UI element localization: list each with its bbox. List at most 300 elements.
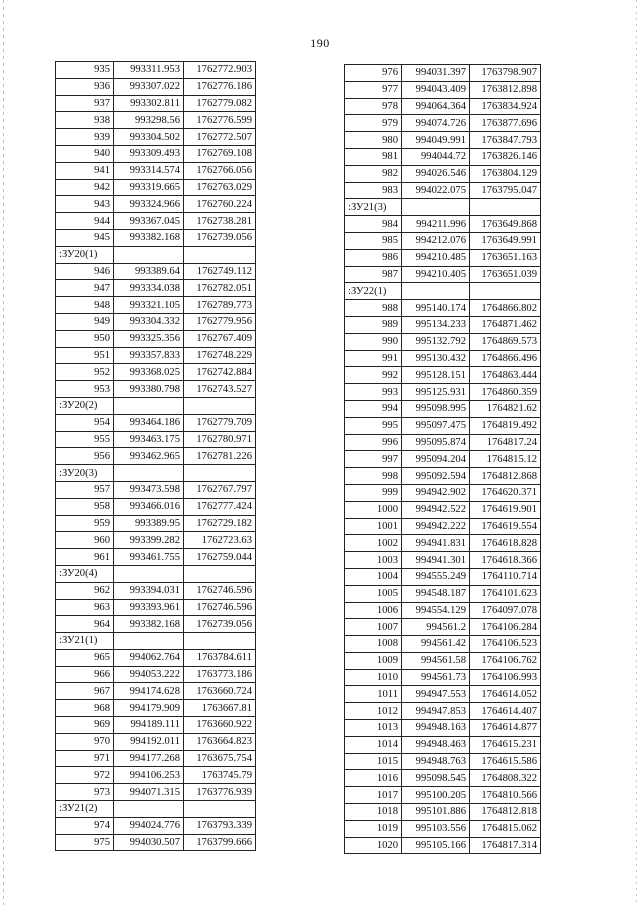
point-number-cell: 1016: [345, 770, 402, 787]
point-number-cell: 935: [56, 62, 114, 79]
x-coordinate-cell: 994210.485: [402, 249, 470, 266]
y-coordinate-cell: 1764614.407: [470, 703, 541, 720]
coordinate-table-left: [55, 61, 256, 851]
point-number-cell: 1004: [345, 568, 402, 585]
x-coordinate-cell: 994026.546: [402, 165, 470, 182]
table-row: [345, 619, 541, 636]
table-row: [56, 683, 256, 700]
y-coordinate-cell: 1764815.062: [470, 820, 541, 837]
point-number-cell: 940: [56, 145, 114, 162]
table-row: [56, 179, 256, 196]
table-row: [56, 129, 256, 146]
point-number-cell: 987: [345, 266, 402, 283]
y-coordinate-cell: 1762763.029: [184, 179, 256, 196]
y-coordinate-cell: 1762779.082: [184, 95, 256, 112]
x-coordinate-cell: 993307.022: [114, 78, 184, 95]
y-coordinate-cell: 1762769.108: [184, 145, 256, 162]
y-coordinate-cell: 1762772.507: [184, 129, 256, 146]
x-coordinate-cell: 995103.556: [402, 820, 470, 837]
x-coordinate-cell: 995098.545: [402, 770, 470, 787]
table-row: [56, 364, 256, 381]
point-number-cell: 950: [56, 330, 114, 347]
point-number-cell: 988: [345, 300, 402, 317]
x-coordinate-cell: 995097.475: [402, 417, 470, 434]
y-coordinate-cell: 1764106.284: [470, 619, 541, 636]
table-row: [56, 95, 256, 112]
point-number-cell: 968: [56, 700, 114, 717]
point-number-cell: 991: [345, 350, 402, 367]
empty-cell: [470, 283, 541, 300]
y-coordinate-cell: 1764110.714: [470, 568, 541, 585]
y-coordinate-cell: 1763812.898: [470, 81, 541, 98]
table-row: [345, 820, 541, 837]
point-number-cell: 969: [56, 717, 114, 734]
table-row: [56, 700, 256, 717]
y-coordinate-cell: 1762781.226: [184, 448, 256, 465]
y-coordinate-cell: 1764618.366: [470, 552, 541, 569]
table-row: [345, 98, 541, 115]
table-row: [345, 132, 541, 149]
y-coordinate-cell: 1764808.322: [470, 770, 541, 787]
table-row: [345, 720, 541, 737]
table-row: [345, 770, 541, 787]
y-coordinate-cell: 1763651.163: [470, 249, 541, 266]
point-number-cell: 961: [56, 549, 114, 566]
y-coordinate-cell: 1764815.12: [470, 451, 541, 468]
table-row: [56, 532, 256, 549]
point-number-cell: 981: [345, 148, 402, 165]
point-number-cell: 941: [56, 162, 114, 179]
table-row: [345, 81, 541, 98]
point-number-cell: 997: [345, 451, 402, 468]
x-coordinate-cell: 994941.831: [402, 535, 470, 552]
x-coordinate-cell: 993311.953: [114, 62, 184, 79]
table-row: [345, 451, 541, 468]
scan-edge-right: [636, 0, 637, 905]
point-number-cell: 952: [56, 364, 114, 381]
table-row: [345, 703, 541, 720]
table-row: [345, 182, 541, 199]
y-coordinate-cell: 1764863.444: [470, 367, 541, 384]
empty-cell: [184, 633, 256, 650]
y-coordinate-cell: 1763664.823: [184, 733, 256, 750]
section-label: :ЗУ20(3): [56, 465, 114, 482]
table-row: [56, 649, 256, 666]
empty-cell: [470, 199, 541, 216]
y-coordinate-cell: 1764106.523: [470, 636, 541, 653]
x-coordinate-cell: 993380.798: [114, 381, 184, 398]
section-label: :ЗУ20(1): [56, 246, 114, 263]
y-coordinate-cell: 1763776.939: [184, 784, 256, 801]
y-coordinate-cell: 1763877.696: [470, 115, 541, 132]
x-coordinate-cell: 994942.902: [402, 484, 470, 501]
point-number-cell: 980: [345, 132, 402, 149]
point-number-cell: 1006: [345, 602, 402, 619]
x-coordinate-cell: 993304.332: [114, 313, 184, 330]
x-coordinate-cell: 994071.315: [114, 784, 184, 801]
x-coordinate-cell: 993302.811: [114, 95, 184, 112]
x-coordinate-cell: 994177.268: [114, 750, 184, 767]
x-coordinate-cell: 994948.163: [402, 720, 470, 737]
table-row: [56, 733, 256, 750]
y-coordinate-cell: 1764615.231: [470, 736, 541, 753]
table-row: [56, 196, 256, 213]
table-row: [345, 468, 541, 485]
x-coordinate-cell: 995140.174: [402, 300, 470, 317]
x-coordinate-cell: 994947.853: [402, 703, 470, 720]
y-coordinate-cell: 1764620.371: [470, 484, 541, 501]
y-coordinate-cell: 1764106.993: [470, 669, 541, 686]
section-header-row: [56, 397, 256, 414]
table-row: [56, 784, 256, 801]
table-row: [345, 115, 541, 132]
page-number: 190: [310, 36, 330, 50]
point-number-cell: 943: [56, 196, 114, 213]
x-coordinate-cell: 993461.755: [114, 549, 184, 566]
x-coordinate-cell: 994053.222: [114, 666, 184, 683]
y-coordinate-cell: 1762743.527: [184, 381, 256, 398]
point-number-cell: 965: [56, 649, 114, 666]
y-coordinate-cell: 1762776.599: [184, 112, 256, 129]
y-coordinate-cell: 1762779.709: [184, 414, 256, 431]
table-row: [345, 148, 541, 165]
scan-edge-left: [3, 0, 4, 905]
section-label: :ЗУ21(3): [345, 199, 402, 216]
y-coordinate-cell: 1763649.868: [470, 216, 541, 233]
point-number-cell: 963: [56, 599, 114, 616]
x-coordinate-cell: 995132.792: [402, 333, 470, 350]
x-coordinate-cell: 994948.463: [402, 736, 470, 753]
x-coordinate-cell: 994941.301: [402, 552, 470, 569]
x-coordinate-cell: 994174.628: [114, 683, 184, 700]
y-coordinate-cell: 1764106.762: [470, 652, 541, 669]
y-coordinate-cell: 1762780.971: [184, 431, 256, 448]
y-coordinate-cell: 1762742.884: [184, 364, 256, 381]
empty-cell: [114, 633, 184, 650]
point-number-cell: 955: [56, 431, 114, 448]
point-number-cell: 1011: [345, 686, 402, 703]
point-number-cell: 973: [56, 784, 114, 801]
table-row: [56, 330, 256, 347]
point-number-cell: 942: [56, 179, 114, 196]
y-coordinate-cell: 1763847.793: [470, 132, 541, 149]
y-coordinate-cell: 1762739.056: [184, 229, 256, 246]
x-coordinate-cell: 993314.574: [114, 162, 184, 179]
point-number-cell: 1020: [345, 837, 402, 854]
x-coordinate-cell: 993357.833: [114, 347, 184, 364]
table-row: [345, 350, 541, 367]
empty-cell: [114, 801, 184, 818]
point-number-cell: 970: [56, 733, 114, 750]
point-number-cell: 951: [56, 347, 114, 364]
empty-cell: [114, 246, 184, 263]
point-number-cell: 938: [56, 112, 114, 129]
table-row: [56, 347, 256, 364]
point-number-cell: 993: [345, 384, 402, 401]
x-coordinate-cell: 994948.763: [402, 753, 470, 770]
table-row: [56, 515, 256, 532]
point-number-cell: 999: [345, 484, 402, 501]
point-number-cell: 1017: [345, 787, 402, 804]
point-number-cell: 1012: [345, 703, 402, 720]
section-header-row: [345, 199, 541, 216]
x-coordinate-cell: 993463.175: [114, 431, 184, 448]
table-row: [345, 686, 541, 703]
y-coordinate-cell: 1764821.62: [470, 400, 541, 417]
table-row: [345, 367, 541, 384]
y-coordinate-cell: 1762749.112: [184, 263, 256, 280]
x-coordinate-cell: 993473.598: [114, 481, 184, 498]
x-coordinate-cell: 993462.965: [114, 448, 184, 465]
table-row: [345, 602, 541, 619]
point-number-cell: 1008: [345, 636, 402, 653]
table-row: [345, 636, 541, 653]
empty-cell: [402, 199, 470, 216]
y-coordinate-cell: 1762777.424: [184, 498, 256, 515]
table-row: [56, 582, 256, 599]
x-coordinate-cell: 994548.187: [402, 585, 470, 602]
table-row: [56, 263, 256, 280]
table-row: [56, 834, 256, 851]
y-coordinate-cell: 1764614.877: [470, 720, 541, 737]
y-coordinate-cell: 1764618.828: [470, 535, 541, 552]
y-coordinate-cell: 1763826.146: [470, 148, 541, 165]
table-row: [345, 216, 541, 233]
x-coordinate-cell: 994062.764: [114, 649, 184, 666]
coordinate-table-right: [344, 64, 541, 854]
table-row: [345, 316, 541, 333]
x-coordinate-cell: 995100.205: [402, 787, 470, 804]
y-coordinate-cell: 1762723.63: [184, 532, 256, 549]
x-coordinate-cell: 994555.249: [402, 568, 470, 585]
table-row: [345, 736, 541, 753]
empty-cell: [402, 283, 470, 300]
table-row: [345, 384, 541, 401]
x-coordinate-cell: 994030.507: [114, 834, 184, 851]
table-row: [56, 78, 256, 95]
section-header-row: [56, 465, 256, 482]
y-coordinate-cell: 1763651.039: [470, 266, 541, 283]
y-coordinate-cell: 1763784.611: [184, 649, 256, 666]
table-row: [345, 484, 541, 501]
y-coordinate-cell: 1762782.051: [184, 280, 256, 297]
point-number-cell: 966: [56, 666, 114, 683]
point-number-cell: 978: [345, 98, 402, 115]
table-row: [56, 599, 256, 616]
y-coordinate-cell: 1763793.339: [184, 817, 256, 834]
point-number-cell: 1015: [345, 753, 402, 770]
y-coordinate-cell: 1762746.596: [184, 582, 256, 599]
point-number-cell: 939: [56, 129, 114, 146]
x-coordinate-cell: 993309.493: [114, 145, 184, 162]
x-coordinate-cell: 993319.665: [114, 179, 184, 196]
table-row: [345, 434, 541, 451]
section-label: :ЗУ20(4): [56, 565, 114, 582]
table-row: [56, 666, 256, 683]
x-coordinate-cell: 994561.58: [402, 652, 470, 669]
y-coordinate-cell: 1762766.056: [184, 162, 256, 179]
section-label: :ЗУ22(1): [345, 283, 402, 300]
y-coordinate-cell: 1764817.24: [470, 434, 541, 451]
point-number-cell: 1010: [345, 669, 402, 686]
x-coordinate-cell: 993304.502: [114, 129, 184, 146]
y-coordinate-cell: 1762748.229: [184, 347, 256, 364]
point-number-cell: 936: [56, 78, 114, 95]
y-coordinate-cell: 1762776.186: [184, 78, 256, 95]
y-coordinate-cell: 1762760.224: [184, 196, 256, 213]
x-coordinate-cell: 995105.166: [402, 837, 470, 854]
y-coordinate-cell: 1764817.314: [470, 837, 541, 854]
table-row: [345, 165, 541, 182]
point-number-cell: 954: [56, 414, 114, 431]
point-number-cell: 994: [345, 400, 402, 417]
point-number-cell: 964: [56, 616, 114, 633]
x-coordinate-cell: 995092.594: [402, 468, 470, 485]
point-number-cell: 959: [56, 515, 114, 532]
table-row: [345, 501, 541, 518]
section-label: :ЗУ21(1): [56, 633, 114, 650]
point-number-cell: 976: [345, 65, 402, 82]
x-coordinate-cell: 994947.553: [402, 686, 470, 703]
table-row: [345, 400, 541, 417]
x-coordinate-cell: 993382.168: [114, 616, 184, 633]
table-row: [345, 837, 541, 854]
point-number-cell: 949: [56, 313, 114, 330]
y-coordinate-cell: 1764810.566: [470, 787, 541, 804]
x-coordinate-cell: 995098.995: [402, 400, 470, 417]
point-number-cell: 971: [56, 750, 114, 767]
y-coordinate-cell: 1762729.182: [184, 515, 256, 532]
x-coordinate-cell: 993334.038: [114, 280, 184, 297]
table-row: [56, 750, 256, 767]
table-row: [56, 112, 256, 129]
x-coordinate-cell: 994074.726: [402, 115, 470, 132]
y-coordinate-cell: 1763834.924: [470, 98, 541, 115]
table-row: [56, 145, 256, 162]
point-number-cell: 1001: [345, 518, 402, 535]
y-coordinate-cell: 1762772.903: [184, 62, 256, 79]
table-row: [345, 65, 541, 82]
y-coordinate-cell: 1764614.052: [470, 686, 541, 703]
y-coordinate-cell: 1764860.359: [470, 384, 541, 401]
point-number-cell: 1014: [345, 736, 402, 753]
table-row: [56, 414, 256, 431]
section-header-row: [56, 633, 256, 650]
table-row: [56, 62, 256, 79]
table-row: [345, 669, 541, 686]
x-coordinate-cell: 993466.016: [114, 498, 184, 515]
point-number-cell: 985: [345, 232, 402, 249]
point-number-cell: 979: [345, 115, 402, 132]
y-coordinate-cell: 1764871.462: [470, 316, 541, 333]
table-row: [56, 717, 256, 734]
x-coordinate-cell: 995095.874: [402, 434, 470, 451]
point-number-cell: 946: [56, 263, 114, 280]
table-row: [56, 213, 256, 230]
table-row: [345, 518, 541, 535]
table-row: [345, 300, 541, 317]
x-coordinate-cell: 993324.966: [114, 196, 184, 213]
y-coordinate-cell: 1763660.922: [184, 717, 256, 734]
x-coordinate-cell: 993393.961: [114, 599, 184, 616]
y-coordinate-cell: 1764101.623: [470, 585, 541, 602]
x-coordinate-cell: 994561.73: [402, 669, 470, 686]
x-coordinate-cell: 994942.522: [402, 501, 470, 518]
point-number-cell: 982: [345, 165, 402, 182]
y-coordinate-cell: 1762738.281: [184, 213, 256, 230]
point-number-cell: 983: [345, 182, 402, 199]
table-row: [56, 448, 256, 465]
point-number-cell: 1007: [345, 619, 402, 636]
x-coordinate-cell: 993325.356: [114, 330, 184, 347]
x-coordinate-cell: 994561.2: [402, 619, 470, 636]
point-number-cell: 957: [56, 481, 114, 498]
point-number-cell: 962: [56, 582, 114, 599]
section-header-row: [56, 801, 256, 818]
table-row: [56, 313, 256, 330]
y-coordinate-cell: 1762739.056: [184, 616, 256, 633]
empty-cell: [114, 397, 184, 414]
y-coordinate-cell: 1764812.818: [470, 804, 541, 821]
y-coordinate-cell: 1763804.129: [470, 165, 541, 182]
table-row: [345, 804, 541, 821]
x-coordinate-cell: 994031.397: [402, 65, 470, 82]
table-row: [56, 767, 256, 784]
x-coordinate-cell: 995125.931: [402, 384, 470, 401]
empty-cell: [184, 246, 256, 263]
empty-cell: [184, 565, 256, 582]
x-coordinate-cell: 995130.432: [402, 350, 470, 367]
x-coordinate-cell: 994942.222: [402, 518, 470, 535]
x-coordinate-cell: 993389.64: [114, 263, 184, 280]
x-coordinate-cell: 994043.409: [402, 81, 470, 98]
table-row: [345, 417, 541, 434]
y-coordinate-cell: 1763660.724: [184, 683, 256, 700]
point-number-cell: 1018: [345, 804, 402, 821]
x-coordinate-cell: 993394.031: [114, 582, 184, 599]
table-row: [345, 232, 541, 249]
point-number-cell: 1003: [345, 552, 402, 569]
x-coordinate-cell: 994554.129: [402, 602, 470, 619]
y-coordinate-cell: 1763795.047: [470, 182, 541, 199]
x-coordinate-cell: 994189.111: [114, 717, 184, 734]
y-coordinate-cell: 1764615.586: [470, 753, 541, 770]
point-number-cell: 972: [56, 767, 114, 784]
table-row: [345, 333, 541, 350]
y-coordinate-cell: 1764819.492: [470, 417, 541, 434]
x-coordinate-cell: 994211.996: [402, 216, 470, 233]
point-number-cell: 1009: [345, 652, 402, 669]
point-number-cell: 990: [345, 333, 402, 350]
x-coordinate-cell: 995128.151: [402, 367, 470, 384]
point-number-cell: 977: [345, 81, 402, 98]
y-coordinate-cell: 1762779.956: [184, 313, 256, 330]
point-number-cell: 947: [56, 280, 114, 297]
point-number-cell: 1013: [345, 720, 402, 737]
table-row: [345, 266, 541, 283]
x-coordinate-cell: 994044.72: [402, 148, 470, 165]
table-row: [56, 297, 256, 314]
x-coordinate-cell: 995134.233: [402, 316, 470, 333]
empty-cell: [114, 465, 184, 482]
y-coordinate-cell: 1764619.554: [470, 518, 541, 535]
point-number-cell: 944: [56, 213, 114, 230]
y-coordinate-cell: 1762789.773: [184, 297, 256, 314]
point-number-cell: 996: [345, 434, 402, 451]
section-header-row: [345, 283, 541, 300]
table-row: [345, 249, 541, 266]
x-coordinate-cell: 994210.405: [402, 266, 470, 283]
